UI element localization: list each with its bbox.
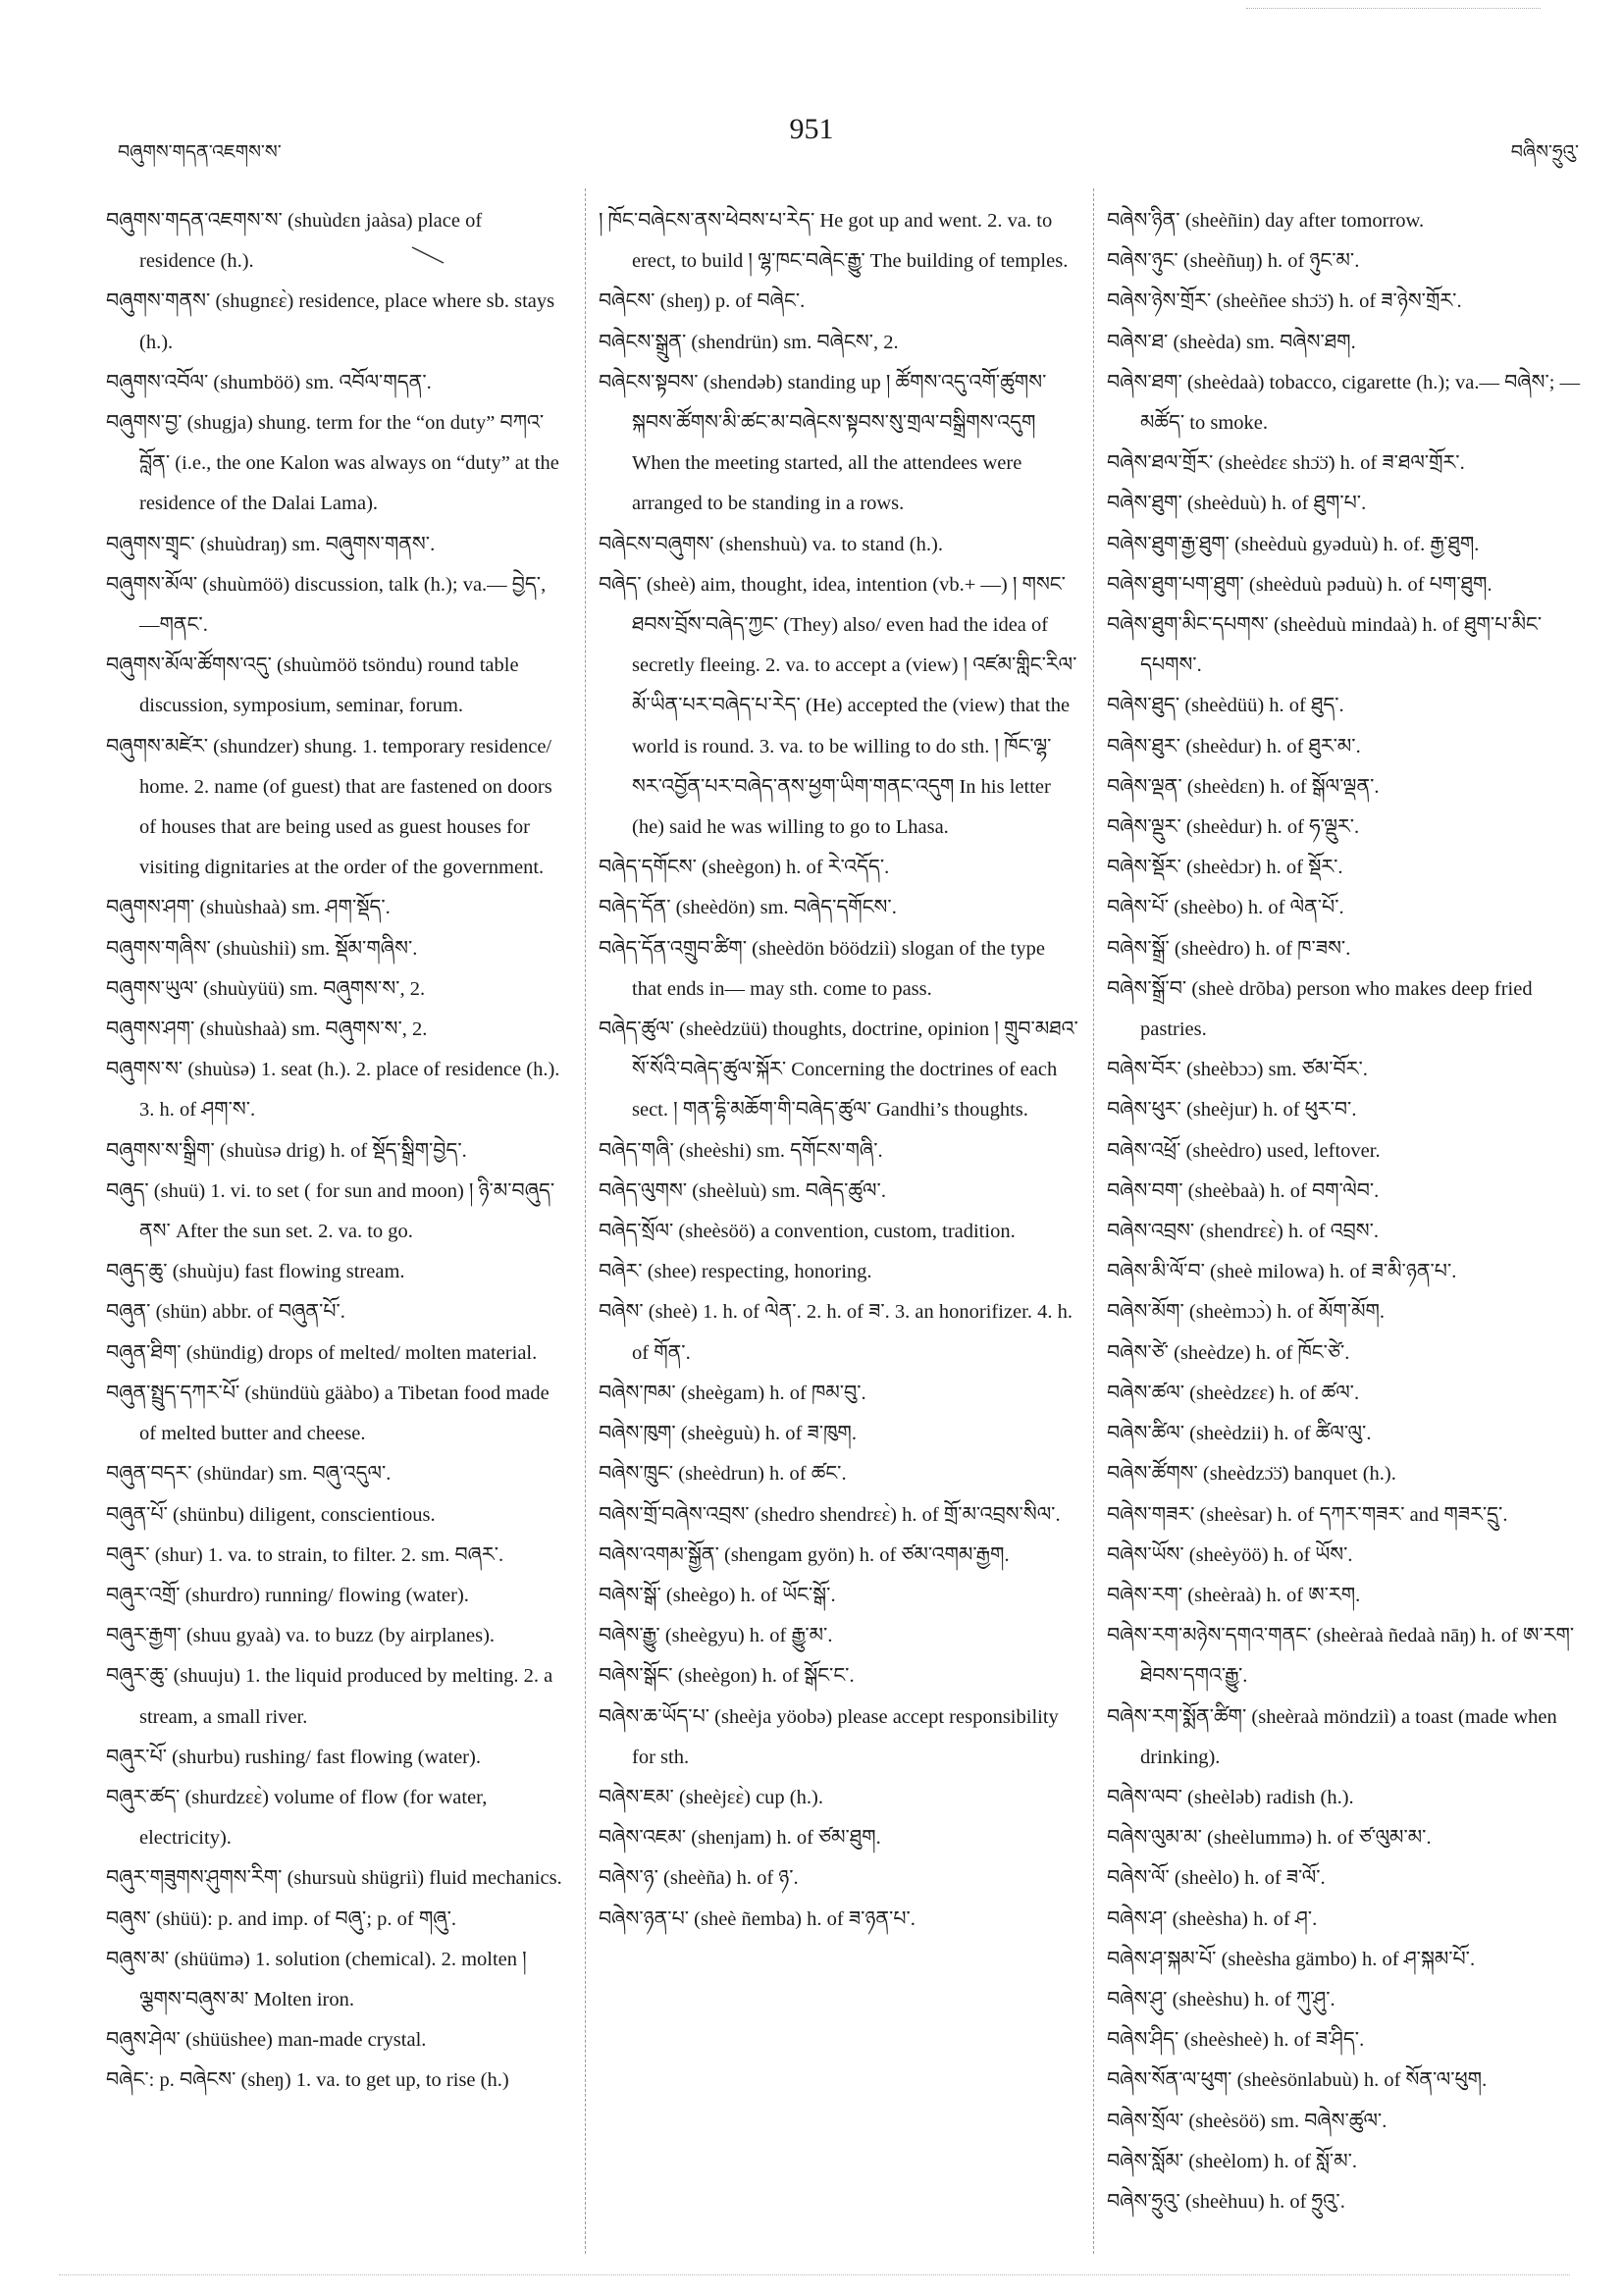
scan-artifact-bottom [59, 2274, 1570, 2275]
dictionary-entry: བཞེས་ (sheè) 1. h. of ལེན་. 2. h. of ཟ་. 3. an honorifizer. 4. h. of གོན་. [599, 1301, 1073, 1364]
dictionary-entry: བཞེངས་ (sheŋ) p. of བཞེང་. [599, 290, 806, 313]
dictionary-entry: བཞེས་འགམ་སྒྱོན་ (shengam gyön) h. of ཙམ་འགམ་རྒྱག. [599, 1543, 1010, 1566]
dictionary-entry: བཞེས་བོར་ (sheèbɔɔ) sm. ཙམ་བོར་. [1107, 1059, 1368, 1081]
dictionary-entry: བཞེས་རྒྱུ་ (sheègyu) h. of རྒྱུ་མ་. [599, 1625, 833, 1647]
dictionary-entry: བཞེད་སྲོལ་ (sheèsöö) a convention, custom, tradition. [599, 1221, 1016, 1243]
dictionary-entry: བཞེས་འཇམ་ (shenjam) h. of ཙམ་ཐུག. [599, 1827, 881, 1850]
dictionary-entry: བཞུགས་ས་སྒྲིག་ (shuùsə drig) h. of སྡོད་སྒྲིག་བྱེད་. [106, 1139, 467, 1162]
page-header [0, 113, 1623, 172]
dictionary-entry: བཞུགས་གནས་ (shugnɛɛ̀) residence, place where sb. stays (h.). [106, 290, 555, 353]
dictionary-entry: བཞེར་ (shee) respecting, honoring. [599, 1261, 872, 1283]
dictionary-entry: བཞུགས་ཡུལ་ (shuùyüü) sm. བཞུགས་ས་, 2. [106, 977, 426, 1000]
dictionary-entry: བཞེས་ཆ་ཡོད་པ་ (sheèja yöobə) please accept responsibility for sth. [599, 1705, 1059, 1768]
dictionary-entry: བཞུར་ (shur) 1. va. to strain, to filter. 2. sm. བཞར་. [106, 1543, 504, 1566]
dictionary-entry: བཞུགས་འབོལ་ (shumböö) sm. འབོལ་གདན་. [106, 371, 432, 393]
dictionary-entry: བཞེས་སྒོ་ (sheègo) h. of ཡོང་སྒོ་. [599, 1584, 836, 1606]
dictionary-entry: བཞེས་རག་མཉེས་དགའ་གནང་ (sheèraà ñedaà nāŋ) h. of ཨ་རག་ཐེབས་དགའ་རྒྱུ་. [1107, 1625, 1575, 1688]
dictionary-entry: བཞེད་དགོངས་ (sheègon) h. of རེ་འདོད་. [599, 857, 890, 879]
dictionary-entry: བཞུར་ཚད་ (shurdzɛɛ̀) volume of flow (for water, electricity). [106, 1786, 488, 1850]
dictionary-entry: བཞེས་ཚོགས་ (sheèdzɔ̈ɔ̈) banquet (h.). [1107, 1463, 1396, 1486]
dictionary-entry: བཞུན་ (shün) abbr. of བཞུན་པོ་. [106, 1301, 345, 1324]
column-2 [599, 201, 1079, 2242]
dictionary-entry: བཞེས་ཐལ་གྲོར་ (sheèdɛɛ shɔ̈ɔ̈) h. of ཟ་ཐལ་གྲོར་. [1107, 452, 1465, 475]
dictionary-entry: བཞུགས་མཛེར་ (shundzer) shung. 1. temporary residence/ home. 2. name (of guest) that are fastened on doors of houses that are being used as guest houses for visiting dignitaries at the order of the government. [106, 735, 552, 879]
dictionary-entry: བཞེས་ཐུག་རྒྱ་ཐུག་ (sheèduù gyəduù) h. of. རྒྱ་ཐུག. [1107, 533, 1480, 555]
dictionary-entry: བཞུགས་གཞིས་ (shuùshiì) sm. སྡོམ་གཞིས་. [106, 937, 418, 960]
dictionary-entry: བཞེངས་སྒྲུན་ (shendrün) sm. བཞེངས་, 2. [599, 331, 899, 353]
dictionary-entry: བཞུར་རྒྱག་ (shuu gyaà) va. to buzz (by airplanes). [106, 1625, 496, 1647]
dictionary-entry: བཞེས་ཚལ་ (sheèdzɛɛ) h. of ཚལ་. [1107, 1382, 1360, 1404]
dictionary-entry: བཞུགས་ཤག་ (shuùshaà) sm. ཤག་སྡོད་. [106, 897, 391, 919]
dictionary-entry: བཞུད་ཆུ་ (shuùju) fast flowing stream. [106, 1261, 405, 1283]
dictionary-entry: བཞུགས་གྲྭང་ (shuùdraŋ) sm. བཞུགས་གནས་. [106, 533, 436, 555]
dictionary-entry: བཞུགས་གདན་འཇགས་ས་ (shuùdɛn jaàsa) place of residence (h.). [106, 210, 483, 273]
dictionary-entry: བཞེས་ཤིད་ (sheèsheè) h. of ཟ་ཤིད་. [1107, 2029, 1365, 2052]
dictionary-entry: བཞུས་ཤེལ་ (shüüshee) man-made crystal. [106, 2029, 427, 2052]
dictionary-entry: བཞེས་ཚིལ་ (sheèdzii) h. of ཚིལ་ལུ་. [1107, 1423, 1372, 1445]
header-right-guideword: བཞིས་ཧྲུའུ་ [1510, 141, 1579, 163]
dictionary-entry: བཞེས་སྡོར་ (sheèdɔr) h. of སྡོར་. [1107, 857, 1343, 879]
dictionary-entry: བཞེས་ལབ་ (sheèləb) radish (h.). [1107, 1786, 1354, 1808]
dictionary-entry: བཞེས་སློམ་ (sheèlom) h. of སློ་མ་. [1107, 2150, 1358, 2172]
dictionary-entry: བཞུགས་བྱ་ (shugja) shung. term for the “on duty” བཀའ་བློན་ (i.e., the one Kalon was always on “duty” at the residence of the Dalai Lama). [106, 412, 559, 515]
dictionary-entry: བཞུན་བདར་ (shündar) sm. བཞུ་འདུལ་. [106, 1463, 392, 1486]
dictionary-entry: བཞེས་ཐག་ (sheèdaà) tobacco, cigarette (h.); va.— བཞེས་; —མཚོད་ to smoke. [1107, 371, 1581, 435]
dictionary-entry: བཞེད་ལུགས་ (sheèluù) sm. བཞེད་ཚུལ་. [599, 1179, 886, 1202]
dictionary-entry: བཞེད་དོན་ (sheèdön) sm. བཞེད་དགོངས་. [599, 897, 897, 919]
dictionary-entry: ། ཁོང་བཞེངས་ནས་ཕེབས་པ་རེད་ He got up and went. 2. va. to erect, to build ། ལྷ་ཁང་བཞེང་རྒྱུ་ The building of temples. [599, 210, 1069, 273]
dictionary-entry: བཞེས་ཉེས་གྲོར་ (sheèñee shɔ̈ɔ̈) h. of ཟ་ཉེས་གྲོར་. [1107, 290, 1462, 313]
dictionary-entry: བཞེས་འབྲས་ (shendrɛɛ̀) h. of འབྲས་. [1107, 1221, 1380, 1243]
dictionary-entry: བཞེས་ཁམ་ (sheègam) h. of ཁམ་བུ་. [599, 1382, 866, 1404]
dictionary-entry: བཞེས་ཁྲུང་ (sheèdrun) h. of ཚང་. [599, 1463, 847, 1486]
dictionary-entry: བཞེད་ཚུལ་ (sheèdzüü) thoughts, doctrine, opinion ། གྲུབ་མཐའ་སོ་སོའི་བཞེད་ཚུལ་སྐོར་ Concerning the doctrines of each sect. ། གན་དྷི་མཆོག་གི་བཞེད་ཚུལ་ Gandhi’s thoughts. [599, 1018, 1078, 1122]
column-divider [585, 188, 586, 2254]
dictionary-entry: བཞུད་ (shuü) 1. vi. to set ( for sun and moon) ། ཉི་མ་བཞུད་ནས་ After the sun set. 2. va. to go. [106, 1179, 555, 1243]
dictionary-entry: བཞུན་པོ་ (shünbu) diligent, conscientious. [106, 1503, 436, 1526]
dictionary-entry: བཞེས་ལོ་ (sheèlo) h. of ཟ་ལོ་. [1107, 1867, 1326, 1890]
dictionary-entry: བཞེས་འཕྲོ་ (sheèdro) used, leftover. [1107, 1139, 1381, 1162]
dictionary-entry: བཞེས་ཉན་པ་ (sheè ñemba) h. of ཟ་ཉན་པ་. [599, 1907, 916, 1930]
dictionary-entry: བཞེད་གཞི་ (sheèshi) sm. དགོངས་གཞི་. [599, 1139, 883, 1162]
dictionary-entry: བཞེས་ཐུག་པག་ཐུག་ (sheèduù pəduù) h. of པག་ཐུག. [1107, 573, 1492, 596]
dictionary-entry: བཞེངས་བཞུགས་ (shenshuù) va. to stand (h.). [599, 533, 943, 555]
dictionary-entry: བཞེས་ལྡན་ (sheèdɛn) h. of སྒོལ་ལྡན་. [1107, 775, 1380, 798]
dictionary-entry: བཞེས་ལྡུར་ (sheèdur) h. of ཧ་ལྡུར་. [1107, 816, 1360, 839]
dictionary-entry: བཞེད་དོན་འགྲུབ་ཚིག་ (sheèdön böödziì) slogan of the type that ends in— may sth. come to pass. [599, 937, 1046, 1000]
dictionary-entry: བཞེས་ཐུར་ (sheèdur) h. of ཐུར་མ་. [1107, 735, 1361, 757]
dictionary-entry: བཞེས་སྲོལ་ (sheèsöö) sm. བཞེས་ཚུལ་. [1107, 2110, 1387, 2132]
dictionary-entry: བཞེས་རག་ (sheèraà) h. of ཨ་རག. [1107, 1584, 1361, 1606]
dictionary-entry: བཞུགས་མོལ་ཚོགས་འདུ་ (shuùmöö tsöndu) round table discussion, symposium, seminar, forum. [106, 654, 519, 717]
header-left-guideword: བཞུགས་གདན་འཇགས་ས་ [118, 141, 282, 163]
dictionary-entry: བཞེས་ཁུག་ (sheèguù) h. of ཟ་ཁུག. [599, 1423, 857, 1445]
dictionary-entry: བཞེས་ཤ་སྐམ་པོ་ (sheèsha gämbo) h. of ཤ་སྐམ་པོ་. [1107, 1948, 1476, 1970]
dictionary-entry: བཞེས་ཇམ་ (sheèjɛɛ̀) cup (h.). [599, 1786, 823, 1808]
dictionary-entry: བཞེས་གྲོ་བཞེས་འབྲས་ (shedro shendrɛɛ̀) h. of གྲོ་མ་འབྲས་སིལ་. [599, 1503, 1061, 1526]
dictionary-entry: བཞེས་སྒྲོ་ (sheèdro) h. of ཁ་ཟས་. [1107, 937, 1351, 960]
page-number: 951 [789, 113, 834, 145]
dictionary-entry: བཞེས་ཙེ་ (sheèdze) h. of ཁོང་ཙེ་. [1107, 1341, 1350, 1364]
dictionary-entry: བཞུན་སྤྲུད་དཀར་པོ་ (shündüù gäàbo) a Tibetan food made of melted butter and cheese. [106, 1382, 550, 1445]
dictionary-entry: བཞུར་འགྲོ་ (shurdro) running/ flowing (water). [106, 1584, 469, 1606]
dictionary-entry: བཞུར་ཆུ་ (shuuju) 1. the liquid produced by melting. 2. a stream, a small river. [106, 1665, 553, 1728]
dictionary-entry: བཞེས་མི་ལོ་བ་ (sheè milowa) h. of ཟ་མི་ཉན་པ་. [1107, 1261, 1457, 1283]
dictionary-entry: བཞེས་མོག་ (sheèmɔɔ̀) h. of མོག་མོག. [1107, 1301, 1386, 1324]
dictionary-entry: བཞུགས་ཤག་ (shuùshaà) sm. བཞུགས་ས་, 2. [106, 1018, 428, 1041]
dictionary-entry: བཞུགས་ས་ (shuùsə) 1. seat (h.). 2. place of residence (h.). 3. h. of ཤག་ས་. [106, 1059, 560, 1122]
dictionary-entry: བཞེས་ཉུང་ (sheèñuŋ) h. of ཉུང་མ་. [1107, 250, 1360, 273]
dictionary-entry: བཞུས་ (shüü): p. and imp. of བཞུ་; p. of གཞུ་. [106, 1907, 457, 1930]
dictionary-entry: བཞེས་བག་ (sheèbaà) h. of བག་ལེབ་. [1107, 1179, 1380, 1202]
dictionary-entry: བཞེས་སོན་ལ་ཕུག་ (sheèsönlabuù) h. of སོན་ལ་ཕུག. [1107, 2069, 1488, 2092]
dictionary-entry: བཞེས་ཤུ་ (sheèshu) h. of ཀུ་ཤུ་. [1107, 1988, 1335, 2010]
dictionary-entry: བཞེས་ཐུག་ (sheèduù) h. of ཐུག་པ་. [1107, 493, 1367, 515]
dictionary-entry: བཞེས་ལུམ་མ་ (sheèlummə) h. of ཙ་ལུམ་མ་. [1107, 1827, 1432, 1850]
dictionary-entry: བཞེས་སྒོང་ (sheègon) h. of སྒོང་ང་. [599, 1665, 855, 1688]
dictionary-entry: བཞེས་པོ་ (sheèbo) h. of ལེན་པོ་. [1107, 897, 1344, 919]
column-3 [1107, 201, 1583, 2242]
dictionary-entry: བཞེས་ཡོས་ (sheèyöö) h. of ཡོས་. [1107, 1543, 1353, 1566]
dictionary-entry: བཞེས་གཟར་ (sheèsar) h. of དཀར་གཟར་ and གཟར་དྲུ་. [1107, 1503, 1508, 1526]
dictionary-entry: བཞེས་ཤ་ (sheèsha) h. of ཤ་. [1107, 1907, 1318, 1930]
scan-artifact-top [1246, 8, 1541, 9]
dictionary-entry: བཞུས་མ་ (shüümə) 1. solution (chemical). 2. molten ། ལྕགས་བཞུས་མ་ Molten iron. [106, 1948, 527, 2010]
dictionary-entry: བཞུར་པོ་ (shurbu) rushing/ fast flowing (water). [106, 1746, 481, 1768]
dictionary-entry: བཞེད་ (sheè) aim, thought, idea, intention (vb.+ —) ། གསང་ཐབས་བྲོས་བཞེད་ཀྱང་ (They) also/ even had the idea of secretly fleeing. 2. va. to accept a (view) ། འཛམ་གླིང་རིལ་མོ་ཡིན་པར་བཞེད་པ་རེད་ (He) accepted the (view) that the world is round. 3. va. to be willing to do sth. ། ཁོང་ལྷ་སར་འབྱོན་པར་བཞེད་ནས་ཕྱག་ཡིག་གནང་འདུག In his letter (he) said he was willing to go to Lhasa. [599, 573, 1077, 839]
column-divider [1093, 188, 1094, 2254]
dictionary-entry: བཞུགས་མོལ་ (shuùmöö) discussion, talk (h.); va.— བྱེད་, —གནང་. [106, 573, 547, 637]
dictionary-entry: བཞེངས་སྟབས་ (shendəb) standing up ། ཚོགས་འདུ་འགོ་ཚུགས་སྐབས་ཚོགས་མི་ཚང་མ་བཞེངས་སྟབས་སུ་གྲལ་བསྒྲིགས་འདུག When the meeting started, all the attendees were arranged to be standing in a rows. [599, 371, 1047, 515]
dictionary-entry: བཞེས་རག་སྨོན་ཚིག་ (sheèraà möndziì) a toast (made when drinking). [1107, 1705, 1557, 1768]
dictionary-entry: བཞེས་ཧྲུའུ་ (sheèhuu) h. of ཧྲུའུ་. [1107, 2190, 1345, 2213]
dictionary-entry: བཞུར་གཟུགས་ཤུགས་རིག་ (shursuù shügriì) fluid mechanics. [106, 1867, 562, 1890]
dictionary-entry: བཞུན་ཐིག་ (shündig) drops of melted/ molten material. [106, 1341, 538, 1364]
dictionary-entry: བཞེས་ཐུད་ (sheèdüü) h. of ཐུད་. [1107, 695, 1344, 717]
dictionary-entry: བཞེང་: p. བཞེངས་ (sheŋ) 1. va. to get up, to rise (h.) [106, 2069, 509, 2092]
dictionary-entry: བཞེས་ཉིན་ (sheèñin) day after tomorrow. [1107, 210, 1425, 232]
dictionary-entry: བཞེས་ཐུག་མིང་དཔགས་ (sheèduù mindaà) h. of ཐུག་པ་མིང་དཔགས་. [1107, 614, 1543, 677]
dictionary-entry: བཞེས་ཕུར་ (sheèjur) h. of ཕུར་བ་. [1107, 1099, 1357, 1122]
column-1 [106, 201, 562, 2242]
dictionary-entry: བཞེས་སྒྲོ་བ་ (sheè drõba) person who makes deep fried pastries. [1107, 977, 1533, 1041]
dictionary-entry: བཞེས་ཉ་ (sheèña) h. of ཉ་. [599, 1867, 799, 1890]
dictionary-entry: བཞེས་ཐ་ (sheèda) sm. བཞེས་ཐག. [1107, 331, 1356, 353]
